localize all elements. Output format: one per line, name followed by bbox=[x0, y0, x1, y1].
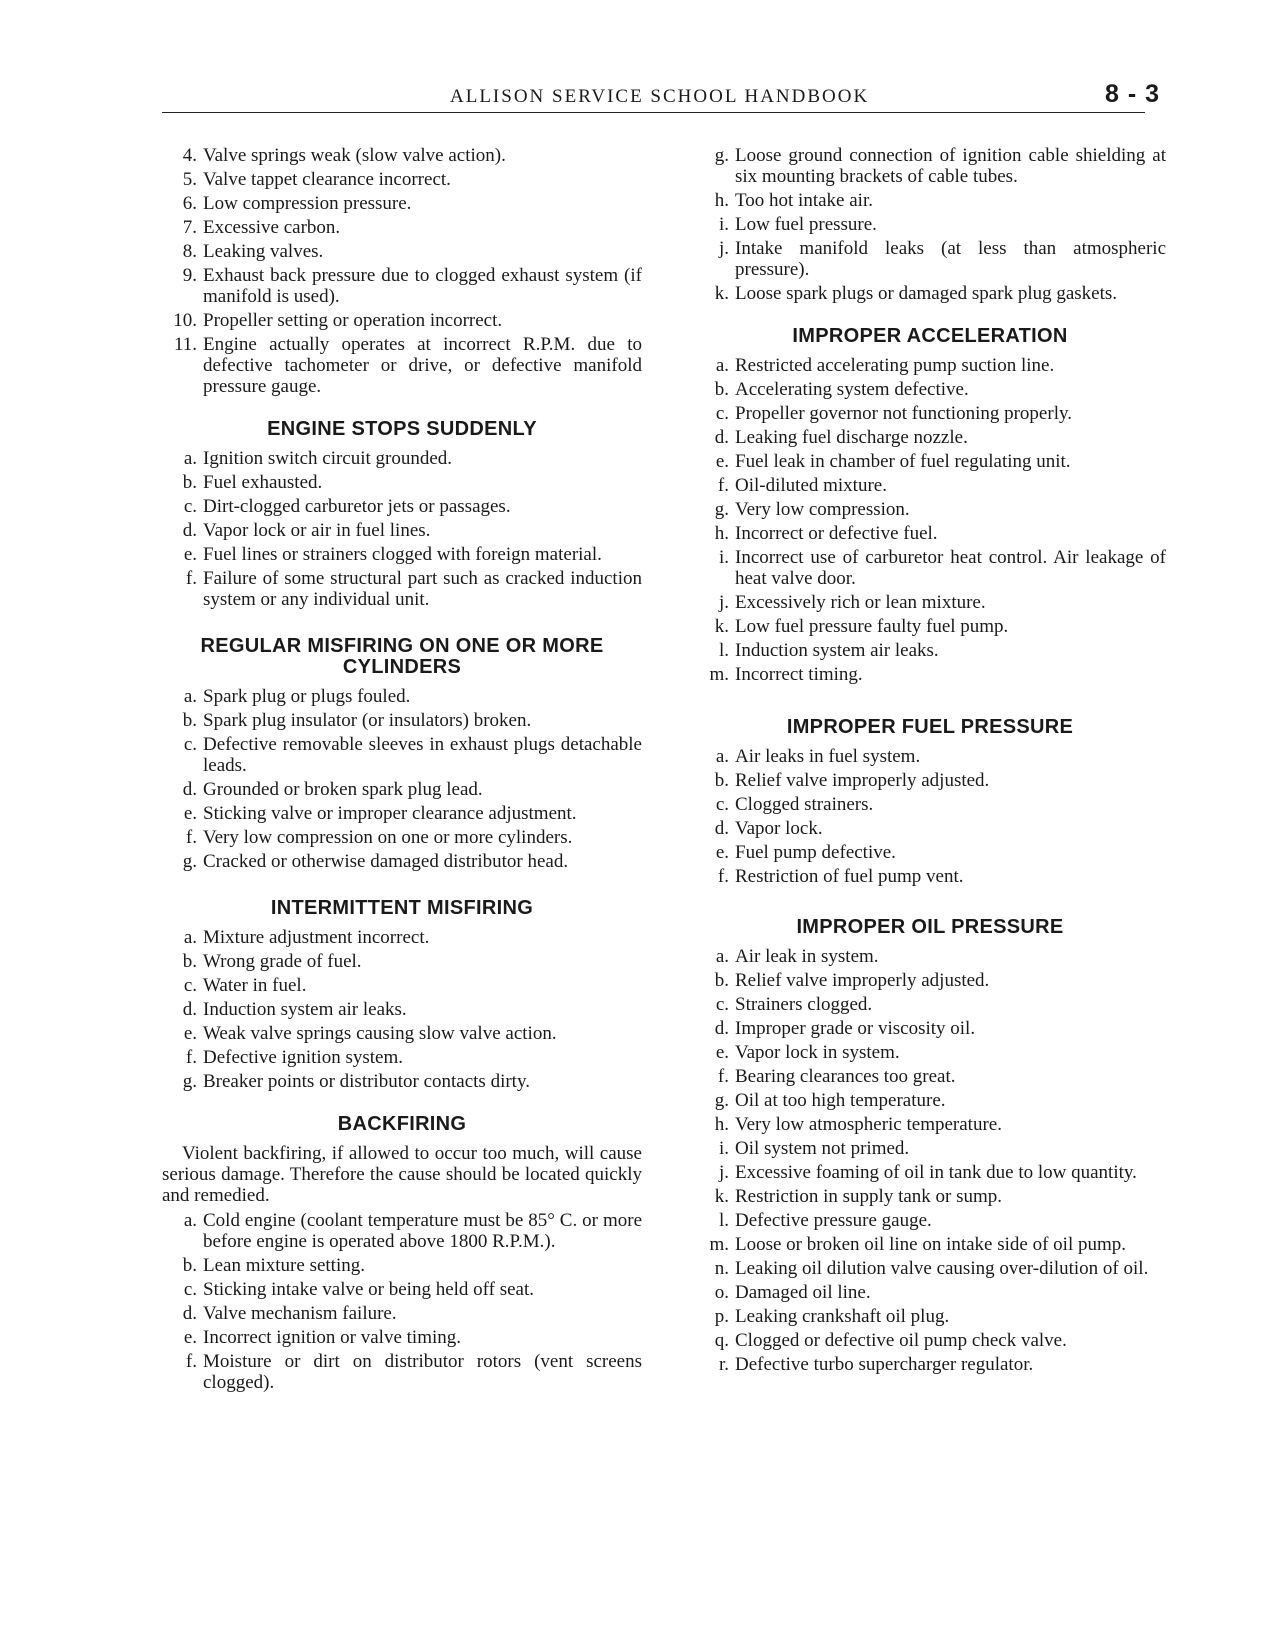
list-item-text: Air leak in system. bbox=[735, 946, 879, 967]
right-column bbox=[694, 145, 1166, 1378]
list-item bbox=[162, 1071, 642, 1092]
list-item-marker: g. bbox=[182, 1071, 197, 1092]
list-item-marker: d. bbox=[182, 779, 197, 800]
list-item-text: Cracked or otherwise damaged distributor head. bbox=[203, 851, 569, 872]
list-item-marker: a. bbox=[183, 686, 197, 707]
list-item bbox=[162, 927, 642, 948]
list-item-text: Dirt-clogged carburetor jets or passages. bbox=[203, 496, 511, 517]
list-item bbox=[694, 1282, 1166, 1303]
list-item bbox=[694, 970, 1166, 991]
list-item bbox=[694, 818, 1166, 839]
list-item-text: Cold engine (coolant temperature must be 85° C. or more before engine is operated above 1800 R.P.M.). bbox=[203, 1210, 642, 1252]
list-item bbox=[162, 1351, 642, 1393]
list-item-marker: f. bbox=[717, 866, 729, 887]
list-item-text: Very low compression on one or more cylinders. bbox=[203, 827, 573, 848]
list-item-text: Clogged or defective oil pump check valve. bbox=[735, 1330, 1067, 1351]
list-item-text: Restriction of fuel pump vent. bbox=[735, 866, 964, 887]
list-item-text: Breaker points or distributor contacts dirty. bbox=[203, 1071, 530, 1092]
list-item bbox=[162, 145, 642, 166]
list-item bbox=[694, 451, 1166, 472]
list-item bbox=[694, 746, 1166, 767]
list-item-marker: d. bbox=[182, 520, 197, 541]
list-item bbox=[162, 1023, 642, 1044]
list-item-text: Fuel pump defective. bbox=[735, 842, 896, 863]
list-item-marker: j. bbox=[718, 1162, 729, 1183]
list-item bbox=[694, 1138, 1166, 1159]
list-item-text: Propeller setting or operation incorrect. bbox=[203, 310, 503, 331]
list-item bbox=[162, 265, 642, 307]
list-item-text: Air leaks in fuel system. bbox=[735, 746, 921, 767]
list-item-marker: b. bbox=[714, 770, 729, 791]
list-item-text: Valve springs weak (slow valve action). bbox=[203, 145, 506, 166]
list-item-text: Fuel exhausted. bbox=[203, 472, 323, 493]
list-item-text: Very low atmospheric temperature. bbox=[735, 1114, 1002, 1135]
list-item-marker: 7. bbox=[182, 217, 197, 238]
list-item-marker: f. bbox=[717, 475, 729, 496]
list-item bbox=[694, 794, 1166, 815]
list-item-text: Relief valve improperly adjusted. bbox=[735, 970, 990, 991]
list-item bbox=[162, 803, 642, 824]
list-item-marker: b. bbox=[182, 710, 197, 731]
list-item-text: Loose or broken oil line on intake side of oil pump. bbox=[735, 1234, 1127, 1255]
header-rule bbox=[162, 112, 1145, 113]
list-item-marker: g. bbox=[714, 1090, 729, 1111]
list-item bbox=[162, 568, 642, 610]
list-item bbox=[694, 427, 1166, 448]
list-item-text: Incorrect use of carburetor heat control. Air leakage of heat valve door. bbox=[735, 547, 1166, 589]
list-item bbox=[162, 779, 642, 800]
list-item-marker: i. bbox=[718, 214, 729, 235]
list-item bbox=[162, 169, 642, 190]
list-item-text: Strainers clogged. bbox=[735, 994, 873, 1015]
list-item-text: Low fuel pressure. bbox=[735, 214, 877, 235]
list-item-text: Leaking fuel discharge nozzle. bbox=[735, 427, 968, 448]
list-item bbox=[694, 592, 1166, 613]
list-item-marker: g. bbox=[182, 851, 197, 872]
list-item-marker: j. bbox=[718, 592, 729, 613]
list-item bbox=[694, 1354, 1166, 1375]
list-item-marker: b. bbox=[182, 472, 197, 493]
list-item bbox=[694, 145, 1166, 187]
list-item-text: Excessively rich or lean mixture. bbox=[735, 592, 986, 613]
list-item-text: Sticking valve or improper clearance adjustment. bbox=[203, 803, 577, 824]
list-item-marker: l. bbox=[718, 640, 729, 661]
list-item-text: Restricted accelerating pump suction line. bbox=[735, 355, 1055, 376]
list-item-marker: d. bbox=[714, 1018, 729, 1039]
list-item-marker: b. bbox=[714, 379, 729, 400]
list-item bbox=[694, 523, 1166, 544]
list-item-text: Spark plug or plugs fouled. bbox=[203, 686, 411, 707]
section-heading-improper-fuel-pressure: IMPROPER FUEL PRESSURE bbox=[786, 716, 1074, 738]
list-item bbox=[694, 1330, 1166, 1351]
list-item-marker: c. bbox=[715, 403, 729, 424]
list-item bbox=[694, 1162, 1166, 1183]
list-item bbox=[694, 1042, 1166, 1063]
list-item-marker: l. bbox=[718, 1210, 729, 1231]
list-item-marker: g. bbox=[714, 145, 729, 166]
list-item-text: Loose ground connection of ignition cable shielding at six mounting brackets of cable tubes. bbox=[735, 145, 1166, 187]
list-item-marker: m. bbox=[709, 664, 729, 685]
list-item-text: Spark plug insulator (or insulators) broken. bbox=[203, 710, 532, 731]
section-heading-backfiring: BACKFIRING bbox=[337, 1113, 467, 1135]
list-item-text: Failure of some structural part such as cracked induction system or any individual unit. bbox=[203, 568, 642, 610]
list-item-text: Excessive foaming of oil in tank due to low quantity. bbox=[735, 1162, 1137, 1183]
list-item bbox=[162, 448, 642, 469]
list-item-marker: h. bbox=[714, 523, 729, 544]
list-item bbox=[694, 214, 1166, 235]
list-item-marker: e. bbox=[715, 451, 729, 472]
list-item-marker: k. bbox=[714, 283, 729, 304]
list-item bbox=[694, 238, 1166, 280]
list-item bbox=[162, 1327, 642, 1348]
section-heading-improper-acceleration: IMPROPER ACCELERATION bbox=[792, 325, 1068, 347]
continued-list-right bbox=[694, 145, 1166, 304]
list-item-marker: n. bbox=[714, 1258, 729, 1279]
list-item-text: Oil-diluted mixture. bbox=[735, 475, 887, 496]
list-item bbox=[162, 217, 642, 238]
list-item-text: Accelerating system defective. bbox=[735, 379, 969, 400]
list-item-marker: g. bbox=[714, 499, 729, 520]
list-item-text: Excessive carbon. bbox=[203, 217, 341, 238]
list-item-text: Clogged strainers. bbox=[735, 794, 874, 815]
list-item bbox=[694, 1210, 1166, 1231]
list-item bbox=[162, 472, 642, 493]
list-item bbox=[694, 355, 1166, 376]
list-item-text: Fuel leak in chamber of fuel regulating unit. bbox=[735, 451, 1071, 472]
list-item-marker: f. bbox=[185, 1351, 197, 1372]
list-item bbox=[162, 496, 642, 517]
list-item-text: Oil at too high temperature. bbox=[735, 1090, 946, 1111]
list-item-text: Valve tappet clearance incorrect. bbox=[203, 169, 451, 190]
list-item-text: Vapor lock or air in fuel lines. bbox=[203, 520, 431, 541]
list-item-text: Water in fuel. bbox=[203, 975, 307, 996]
list-item-text: Leaking valves. bbox=[203, 241, 324, 262]
list-item-text: Restriction in supply tank or sump. bbox=[735, 1186, 1003, 1207]
continued-list bbox=[162, 145, 642, 397]
list-item bbox=[694, 499, 1166, 520]
list-item bbox=[694, 616, 1166, 637]
list-item-text: Bearing clearances too great. bbox=[735, 1066, 956, 1087]
list-item-marker: c. bbox=[183, 975, 197, 996]
list-item-text: Improper grade or viscosity oil. bbox=[735, 1018, 976, 1039]
list-item-text: Low fuel pressure faulty fuel pump. bbox=[735, 616, 1009, 637]
list-item-text: Sticking intake valve or being held off seat. bbox=[203, 1279, 535, 1300]
list-item bbox=[694, 866, 1166, 887]
list-item bbox=[162, 520, 642, 541]
intermittent-misfiring-list bbox=[162, 927, 642, 1092]
list-item bbox=[694, 842, 1166, 863]
left-column bbox=[162, 145, 642, 1396]
list-item-marker: r. bbox=[718, 1354, 729, 1375]
list-item-text: Very low compression. bbox=[735, 499, 910, 520]
improper-acceleration-list bbox=[694, 355, 1166, 685]
list-item bbox=[694, 770, 1166, 791]
list-item bbox=[694, 664, 1166, 685]
list-item bbox=[162, 827, 642, 848]
list-item-marker: p. bbox=[714, 1306, 729, 1327]
list-item-marker: h. bbox=[714, 190, 729, 211]
list-item-marker: m. bbox=[709, 1234, 729, 1255]
list-item-text: Weak valve springs causing slow valve action. bbox=[203, 1023, 557, 1044]
list-item-text: Induction system air leaks. bbox=[735, 640, 939, 661]
list-item-marker: k. bbox=[714, 1186, 729, 1207]
list-item-marker: d. bbox=[714, 427, 729, 448]
list-item bbox=[162, 851, 642, 872]
list-item-marker: a. bbox=[715, 355, 729, 376]
list-item bbox=[694, 475, 1166, 496]
list-item-marker: d. bbox=[182, 999, 197, 1020]
list-item bbox=[162, 193, 642, 214]
list-item-marker: b. bbox=[182, 951, 197, 972]
list-item-text: Damaged oil line. bbox=[735, 1282, 871, 1303]
list-item bbox=[162, 310, 642, 331]
list-item-text: Incorrect timing. bbox=[735, 664, 863, 685]
list-item-text: Oil system not primed. bbox=[735, 1138, 910, 1159]
section-heading-engine-stops: ENGINE STOPS SUDDENLY bbox=[267, 418, 537, 440]
list-item bbox=[162, 544, 642, 565]
list-item-marker: o. bbox=[714, 1282, 729, 1303]
list-item bbox=[694, 283, 1166, 304]
list-item-marker: 11. bbox=[173, 334, 197, 355]
list-item-marker: c. bbox=[715, 794, 729, 815]
list-item bbox=[162, 686, 642, 707]
list-item-text: Too hot intake air. bbox=[735, 190, 873, 211]
list-item bbox=[694, 547, 1166, 589]
list-item-marker: f. bbox=[185, 568, 197, 589]
list-item bbox=[694, 994, 1166, 1015]
list-item-text: Intake manifold leaks (at less than atmospheric pressure). bbox=[735, 238, 1166, 280]
list-item bbox=[694, 379, 1166, 400]
list-item-text: Wrong grade of fuel. bbox=[203, 951, 362, 972]
list-item-text: Moisture or dirt on distributor rotors (vent screens clogged). bbox=[203, 1351, 642, 1393]
engine-stops-list bbox=[162, 448, 642, 610]
list-item-text: Defective turbo supercharger regulator. bbox=[735, 1354, 1034, 1375]
improper-oil-pressure-list bbox=[694, 946, 1166, 1375]
list-item-text: Fuel lines or strainers clogged with foreign material. bbox=[203, 544, 602, 565]
list-item-marker: 10. bbox=[173, 310, 197, 331]
list-item-text: Exhaust back pressure due to clogged exhaust system (if manifold is used). bbox=[203, 265, 642, 307]
list-item-marker: 9. bbox=[182, 265, 197, 286]
list-item-marker: h. bbox=[714, 1114, 729, 1135]
list-item bbox=[162, 734, 642, 776]
list-item-text: Ignition switch circuit grounded. bbox=[203, 448, 453, 469]
list-item bbox=[694, 640, 1166, 661]
page-number: 8 - 3 bbox=[1105, 80, 1161, 108]
list-item bbox=[162, 710, 642, 731]
list-item-marker: a. bbox=[715, 946, 729, 967]
list-item bbox=[162, 951, 642, 972]
list-item bbox=[694, 403, 1166, 424]
list-item bbox=[162, 241, 642, 262]
list-item-marker: 6. bbox=[182, 193, 197, 214]
list-item-text: Defective pressure gauge. bbox=[735, 1210, 932, 1231]
list-item-marker: c. bbox=[183, 496, 197, 517]
list-item-text: Incorrect or defective fuel. bbox=[735, 523, 938, 544]
list-item-text: Propeller governor not functioning properly. bbox=[735, 403, 1072, 424]
list-item-marker: e. bbox=[183, 803, 197, 824]
list-item-text: Incorrect ignition or valve timing. bbox=[203, 1327, 462, 1348]
list-item bbox=[694, 1234, 1166, 1255]
list-item-marker: i. bbox=[718, 1138, 729, 1159]
list-item bbox=[694, 1186, 1166, 1207]
list-item-text: Low compression pressure. bbox=[203, 193, 412, 214]
list-item-marker: j. bbox=[718, 238, 729, 259]
list-item-text: Leaking oil dilution valve causing over-dilution of oil. bbox=[735, 1258, 1149, 1279]
list-item-marker: d. bbox=[182, 1303, 197, 1324]
list-item-text: Relief valve improperly adjusted. bbox=[735, 770, 990, 791]
list-item-text: Grounded or broken spark plug lead. bbox=[203, 779, 483, 800]
list-item bbox=[162, 1255, 642, 1276]
list-item-text: Loose spark plugs or damaged spark plug gaskets. bbox=[735, 283, 1118, 304]
handbook-title: ALLISON SERVICE SCHOOL HANDBOOK bbox=[450, 86, 870, 107]
list-item-marker: a. bbox=[183, 1210, 197, 1231]
improper-fuel-pressure-list bbox=[694, 746, 1166, 887]
list-item-marker: c. bbox=[183, 1279, 197, 1300]
list-item-marker: e. bbox=[715, 1042, 729, 1063]
list-item-text: Leaking crankshaft oil plug. bbox=[735, 1306, 950, 1327]
list-item-marker: d. bbox=[714, 818, 729, 839]
list-item-marker: e. bbox=[183, 1327, 197, 1348]
list-item-marker: f. bbox=[185, 1047, 197, 1068]
list-item-text: Defective ignition system. bbox=[203, 1047, 403, 1068]
list-item bbox=[694, 1306, 1166, 1327]
list-item bbox=[162, 975, 642, 996]
list-item bbox=[694, 1258, 1166, 1279]
list-item-marker: b. bbox=[714, 970, 729, 991]
list-item-marker: 8. bbox=[182, 241, 197, 262]
list-item-text: Vapor lock in system. bbox=[735, 1042, 900, 1063]
list-item-marker: f. bbox=[185, 827, 197, 848]
list-item-text: Lean mixture setting. bbox=[203, 1255, 365, 1276]
backfiring-list bbox=[162, 1210, 642, 1393]
list-item bbox=[694, 946, 1166, 967]
list-item-marker: f. bbox=[717, 1066, 729, 1087]
list-item bbox=[694, 190, 1166, 211]
list-item-text: Induction system air leaks. bbox=[203, 999, 407, 1020]
list-item-marker: 5. bbox=[182, 169, 197, 190]
list-item bbox=[162, 334, 642, 397]
list-item bbox=[694, 1114, 1166, 1135]
section-heading-improper-oil-pressure: IMPROPER OIL PRESSURE bbox=[796, 916, 1064, 938]
list-item bbox=[162, 1047, 642, 1068]
backfiring-intro: Violent backfiring, if allowed to occur too much, will cause serious damage. Therefore the cause should be located quickly and remedied. bbox=[162, 1143, 642, 1206]
list-item-marker: b. bbox=[182, 1255, 197, 1276]
list-item-marker: a. bbox=[715, 746, 729, 767]
list-item-marker: q. bbox=[714, 1330, 729, 1351]
section-heading-intermittent-misfiring: INTERMITTENT MISFIRING bbox=[270, 897, 534, 919]
list-item-marker: e. bbox=[183, 1023, 197, 1044]
list-item-text: Valve mechanism failure. bbox=[203, 1303, 397, 1324]
list-item-marker: c. bbox=[183, 734, 197, 755]
list-item bbox=[162, 1210, 642, 1252]
list-item bbox=[694, 1018, 1166, 1039]
list-item-text: Vapor lock. bbox=[735, 818, 823, 839]
list-item bbox=[162, 999, 642, 1020]
section-heading-regular-misfiring: REGULAR MISFIRING ON ONE OR MORE CYLINDERS bbox=[200, 635, 604, 678]
list-item bbox=[162, 1279, 642, 1300]
list-item-marker: e. bbox=[715, 842, 729, 863]
list-item-marker: a. bbox=[183, 448, 197, 469]
list-item-text: Defective removable sleeves in exhaust plugs detachable leads. bbox=[203, 734, 642, 776]
regular-misfiring-list bbox=[162, 686, 642, 872]
list-item-marker: i. bbox=[718, 547, 729, 568]
list-item bbox=[694, 1090, 1166, 1111]
list-item-marker: 4. bbox=[182, 145, 197, 166]
list-item-text: Engine actually operates at incorrect R.P.M. due to defective tachometer or drive, or defective manifold pressure gauge. bbox=[203, 334, 642, 397]
list-item-text: Mixture adjustment incorrect. bbox=[203, 927, 430, 948]
list-item-marker: e. bbox=[183, 544, 197, 565]
list-item-marker: a. bbox=[183, 927, 197, 948]
list-item bbox=[694, 1066, 1166, 1087]
list-item-marker: c. bbox=[715, 994, 729, 1015]
list-item bbox=[162, 1303, 642, 1324]
list-item-marker: k. bbox=[714, 616, 729, 637]
